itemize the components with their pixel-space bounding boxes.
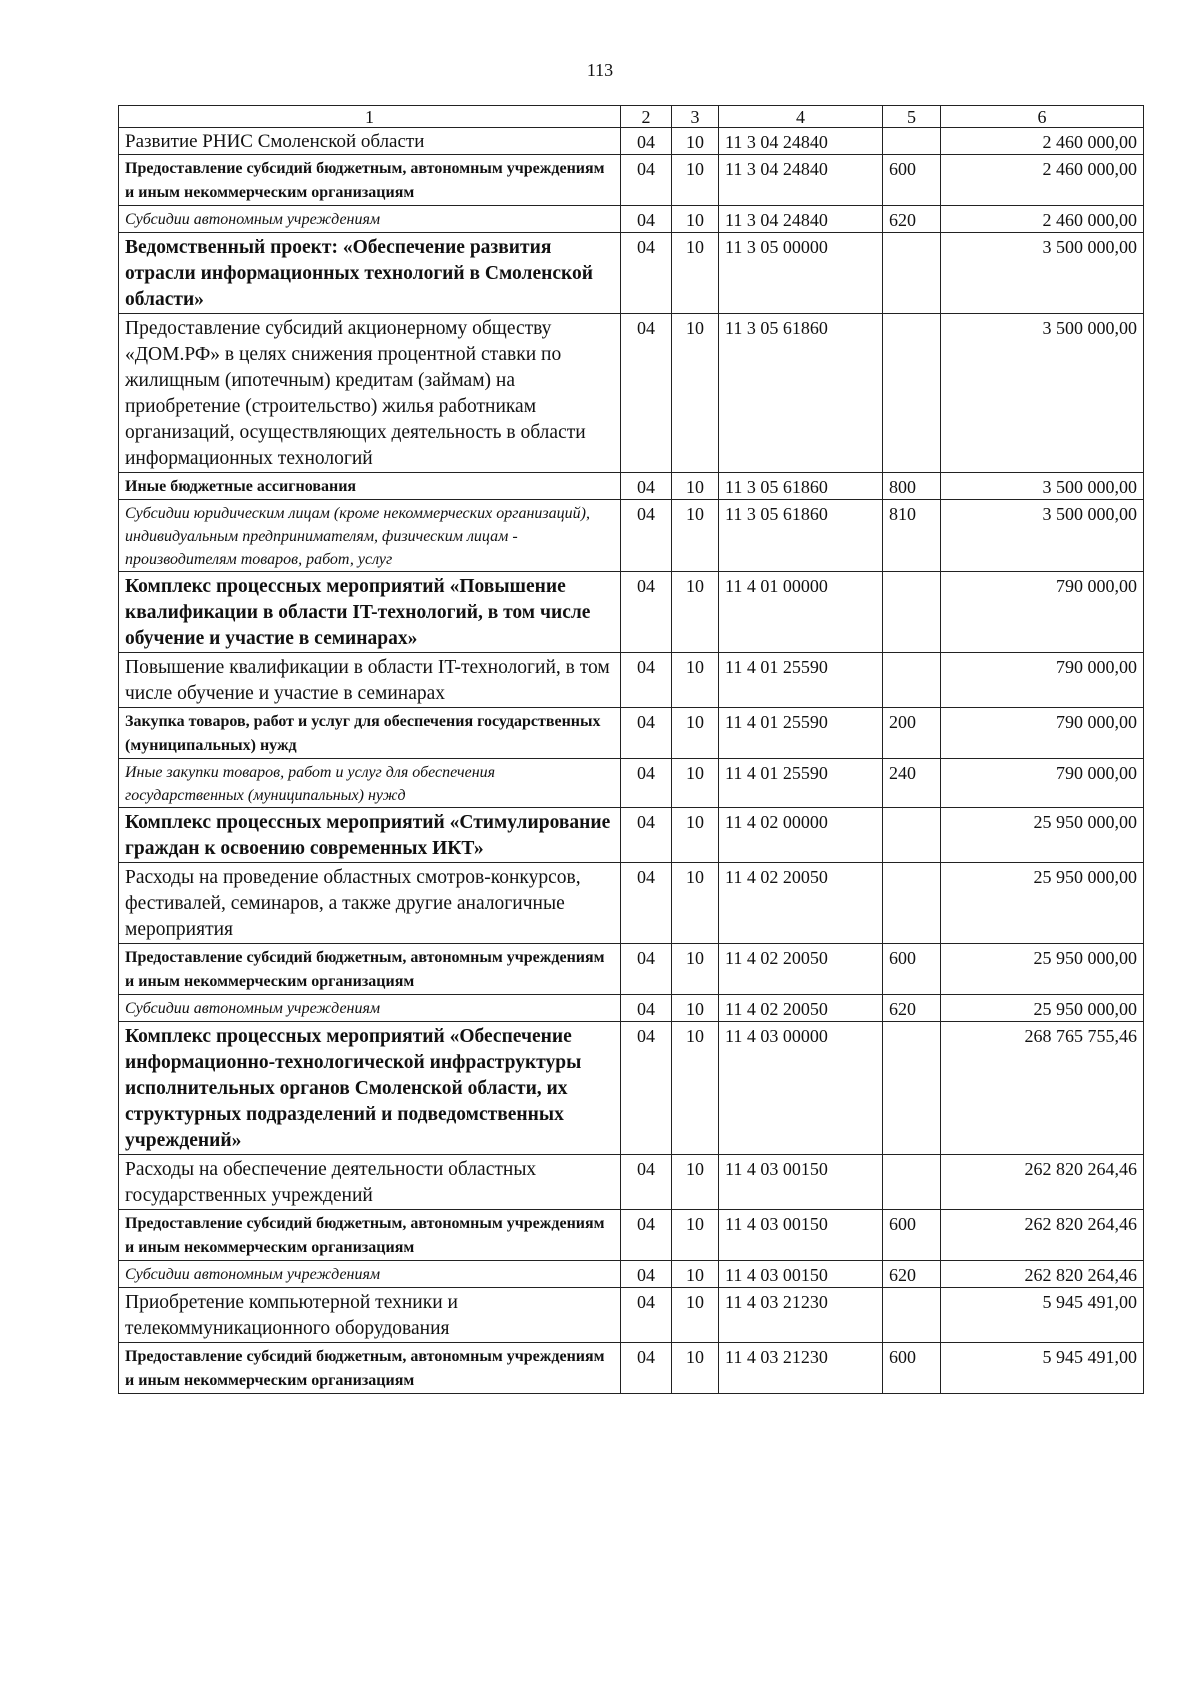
- row-name-cell: Предоставление субсидий акционерному обществу «ДОМ.РФ» в целях снижения процентной ставки по жилищным (ипотечным) кредитам (займам) на приобретение (строительство) жилья работникам организаций, осуществляющих деятельность в области информационных технологий: [119, 314, 621, 473]
- expense-type-cell: [883, 1288, 941, 1343]
- table-row: [119, 759, 1144, 808]
- target-article-cell: 11 3 04 24840: [719, 155, 883, 206]
- subsection-code-cell: 10: [672, 1155, 719, 1210]
- target-article-cell: 11 3 04 24840: [719, 206, 883, 233]
- target-article-cell: 11 4 02 20050: [719, 944, 883, 995]
- row-name-cell: Предоставление субсидий бюджетным, автономным учреждениям и иным некоммерческим организациям: [119, 155, 621, 206]
- table-row: [119, 1022, 1144, 1155]
- table-row: [119, 128, 1144, 155]
- row-name-cell: Комплекс процессных мероприятий «Обеспечение информационно-технологической инфраструктуры исполнительных органов Смоленской области, их структурных подразделений и подведомственных учреждений»: [119, 1022, 621, 1155]
- amount-cell: 3 500 000,00: [941, 473, 1144, 500]
- subsection-code-cell: 10: [672, 1210, 719, 1261]
- subsection-code-cell: 10: [672, 128, 719, 155]
- section-code-cell: 04: [621, 1210, 672, 1261]
- expense-type-cell: 600: [883, 1210, 941, 1261]
- row-name-cell: Иные бюджетные ассигнования: [119, 473, 621, 500]
- row-name-cell: Предоставление субсидий бюджетным, автономным учреждениям и иным некоммерческим организациям: [119, 944, 621, 995]
- table-row: [119, 233, 1144, 314]
- column-header: 4: [719, 106, 883, 128]
- section-code-cell: 04: [621, 314, 672, 473]
- column-header: 6: [941, 106, 1144, 128]
- expense-type-cell: 800: [883, 473, 941, 500]
- section-code-cell: 04: [621, 759, 672, 808]
- subsection-code-cell: 10: [672, 995, 719, 1022]
- section-code-cell: 04: [621, 808, 672, 863]
- expense-type-cell: 240: [883, 759, 941, 808]
- target-article-cell: 11 4 03 00150: [719, 1261, 883, 1288]
- row-name-cell: Иные закупки товаров, работ и услуг для обеспечения государственных (муниципальных) нужд: [119, 759, 621, 808]
- subsection-code-cell: 10: [672, 1022, 719, 1155]
- subsection-code-cell: 10: [672, 1261, 719, 1288]
- amount-cell: 25 950 000,00: [941, 863, 1144, 944]
- expense-type-cell: [883, 1155, 941, 1210]
- subsection-code-cell: 10: [672, 1288, 719, 1343]
- amount-cell: 3 500 000,00: [941, 500, 1144, 572]
- table-row: [119, 1261, 1144, 1288]
- row-name-cell: Предоставление субсидий бюджетным, автономным учреждениям и иным некоммерческим организациям: [119, 1210, 621, 1261]
- table-row: [119, 708, 1144, 759]
- target-article-cell: 11 4 01 25590: [719, 653, 883, 708]
- amount-cell: 2 460 000,00: [941, 155, 1144, 206]
- row-name-cell: Приобретение компьютерной техники и телекоммуникационного оборудования: [119, 1288, 621, 1343]
- expense-type-cell: 810: [883, 500, 941, 572]
- amount-cell: 2 460 000,00: [941, 206, 1144, 233]
- subsection-code-cell: 10: [672, 944, 719, 995]
- target-article-cell: 11 4 02 20050: [719, 863, 883, 944]
- row-name-cell: Закупка товаров, работ и услуг для обеспечения государственных (муниципальных) нужд: [119, 708, 621, 759]
- row-name-cell: Ведомственный проект: «Обеспечение развития отрасли информационных технологий в Смоленской области»: [119, 233, 621, 314]
- amount-cell: 3 500 000,00: [941, 233, 1144, 314]
- target-article-cell: 11 3 05 00000: [719, 233, 883, 314]
- row-name-cell: Повышение квалификации в области IT-технологий, в том числе обучение и участие в семинарах: [119, 653, 621, 708]
- row-name-cell: Субсидии автономным учреждениям: [119, 995, 621, 1022]
- table-row: [119, 653, 1144, 708]
- subsection-code-cell: 10: [672, 653, 719, 708]
- section-code-cell: 04: [621, 500, 672, 572]
- target-article-cell: 11 4 03 21230: [719, 1343, 883, 1394]
- expense-type-cell: 620: [883, 995, 941, 1022]
- column-header: 5: [883, 106, 941, 128]
- amount-cell: 3 500 000,00: [941, 314, 1144, 473]
- expense-type-cell: [883, 572, 941, 653]
- expense-type-cell: [883, 128, 941, 155]
- row-name-cell: Развитие РНИС Смоленской области: [119, 128, 621, 155]
- section-code-cell: 04: [621, 708, 672, 759]
- target-article-cell: 11 3 05 61860: [719, 473, 883, 500]
- target-article-cell: 11 4 01 00000: [719, 572, 883, 653]
- subsection-code-cell: 10: [672, 206, 719, 233]
- subsection-code-cell: 10: [672, 572, 719, 653]
- table-row: [119, 206, 1144, 233]
- subsection-code-cell: 10: [672, 1343, 719, 1394]
- expense-type-cell: 600: [883, 944, 941, 995]
- table-row: [119, 944, 1144, 995]
- row-name-cell: Расходы на обеспечение деятельности областных государственных учреждений: [119, 1155, 621, 1210]
- section-code-cell: 04: [621, 1022, 672, 1155]
- expense-type-cell: [883, 863, 941, 944]
- amount-cell: 790 000,00: [941, 572, 1144, 653]
- expense-type-cell: 200: [883, 708, 941, 759]
- expense-type-cell: [883, 1022, 941, 1155]
- target-article-cell: 11 4 02 20050: [719, 995, 883, 1022]
- expense-type-cell: 620: [883, 206, 941, 233]
- amount-cell: 25 950 000,00: [941, 995, 1144, 1022]
- row-name-cell: Субсидии автономным учреждениям: [119, 1261, 621, 1288]
- amount-cell: 262 820 264,46: [941, 1261, 1144, 1288]
- amount-cell: 268 765 755,46: [941, 1022, 1144, 1155]
- expense-type-cell: 600: [883, 155, 941, 206]
- expense-type-cell: 620: [883, 1261, 941, 1288]
- row-name-cell: Комплекс процессных мероприятий «Стимулирование граждан к освоению современных ИКТ»: [119, 808, 621, 863]
- section-code-cell: 04: [621, 155, 672, 206]
- subsection-code-cell: 10: [672, 155, 719, 206]
- amount-cell: 25 950 000,00: [941, 808, 1144, 863]
- table-row: [119, 155, 1144, 206]
- target-article-cell: 11 4 03 21230: [719, 1288, 883, 1343]
- row-name-cell: Расходы на проведение областных смотров-конкурсов, фестивалей, семинаров, а также другие аналогичные мероприятия: [119, 863, 621, 944]
- amount-cell: 5 945 491,00: [941, 1288, 1144, 1343]
- section-code-cell: 04: [621, 944, 672, 995]
- column-header: 2: [621, 106, 672, 128]
- amount-cell: 5 945 491,00: [941, 1343, 1144, 1394]
- amount-cell: 2 460 000,00: [941, 128, 1144, 155]
- row-name-cell: Субсидии автономным учреждениям: [119, 206, 621, 233]
- amount-cell: 262 820 264,46: [941, 1155, 1144, 1210]
- subsection-code-cell: 10: [672, 863, 719, 944]
- subsection-code-cell: 10: [672, 314, 719, 473]
- column-header: 1: [119, 106, 621, 128]
- row-name-cell: Комплекс процессных мероприятий «Повышение квалификации в области IT-технологий, в том числе обучение и участие в семинарах»: [119, 572, 621, 653]
- target-article-cell: 11 4 03 00000: [719, 1022, 883, 1155]
- table-header-row: [119, 106, 1144, 128]
- amount-cell: 790 000,00: [941, 653, 1144, 708]
- table-row: [119, 314, 1144, 473]
- subsection-code-cell: 10: [672, 233, 719, 314]
- table-row: [119, 863, 1144, 944]
- table-row: [119, 572, 1144, 653]
- subsection-code-cell: 10: [672, 808, 719, 863]
- table-row: [119, 1343, 1144, 1394]
- section-code-cell: 04: [621, 473, 672, 500]
- expense-type-cell: [883, 653, 941, 708]
- amount-cell: 790 000,00: [941, 708, 1144, 759]
- table-row: [119, 1155, 1144, 1210]
- row-name-cell: Субсидии юридическим лицам (кроме некоммерческих организаций), индивидуальным предпринимателям, физическим лицам - производителям товаров, работ, услуг: [119, 500, 621, 572]
- budget-table: [118, 105, 1144, 1394]
- subsection-code-cell: 10: [672, 473, 719, 500]
- subsection-code-cell: 10: [672, 759, 719, 808]
- table-row: [119, 1210, 1144, 1261]
- section-code-cell: 04: [621, 995, 672, 1022]
- expense-type-cell: 600: [883, 1343, 941, 1394]
- table-row: [119, 500, 1144, 572]
- target-article-cell: 11 4 03 00150: [719, 1155, 883, 1210]
- column-header: 3: [672, 106, 719, 128]
- section-code-cell: 04: [621, 572, 672, 653]
- target-article-cell: 11 3 04 24840: [719, 128, 883, 155]
- target-article-cell: 11 4 02 00000: [719, 808, 883, 863]
- expense-type-cell: [883, 808, 941, 863]
- page-number: 113: [586, 60, 614, 80]
- amount-cell: 790 000,00: [941, 759, 1144, 808]
- table-row: [119, 473, 1144, 500]
- expense-type-cell: [883, 314, 941, 473]
- section-code-cell: 04: [621, 1261, 672, 1288]
- section-code-cell: 04: [621, 1343, 672, 1394]
- section-code-cell: 04: [621, 863, 672, 944]
- table-row: [119, 808, 1144, 863]
- table-row: [119, 1288, 1144, 1343]
- section-code-cell: 04: [621, 206, 672, 233]
- section-code-cell: 04: [621, 1288, 672, 1343]
- table-row: [119, 995, 1144, 1022]
- target-article-cell: 11 3 05 61860: [719, 314, 883, 473]
- target-article-cell: 11 4 01 25590: [719, 759, 883, 808]
- target-article-cell: 11 4 03 00150: [719, 1210, 883, 1261]
- amount-cell: 262 820 264,46: [941, 1210, 1144, 1261]
- section-code-cell: 04: [621, 233, 672, 314]
- target-article-cell: 11 3 05 61860: [719, 500, 883, 572]
- section-code-cell: 04: [621, 128, 672, 155]
- section-code-cell: 04: [621, 653, 672, 708]
- section-code-cell: 04: [621, 1155, 672, 1210]
- amount-cell: 25 950 000,00: [941, 944, 1144, 995]
- subsection-code-cell: 10: [672, 500, 719, 572]
- subsection-code-cell: 10: [672, 708, 719, 759]
- row-name-cell: Предоставление субсидий бюджетным, автономным учреждениям и иным некоммерческим организациям: [119, 1343, 621, 1394]
- target-article-cell: 11 4 01 25590: [719, 708, 883, 759]
- expense-type-cell: [883, 233, 941, 314]
